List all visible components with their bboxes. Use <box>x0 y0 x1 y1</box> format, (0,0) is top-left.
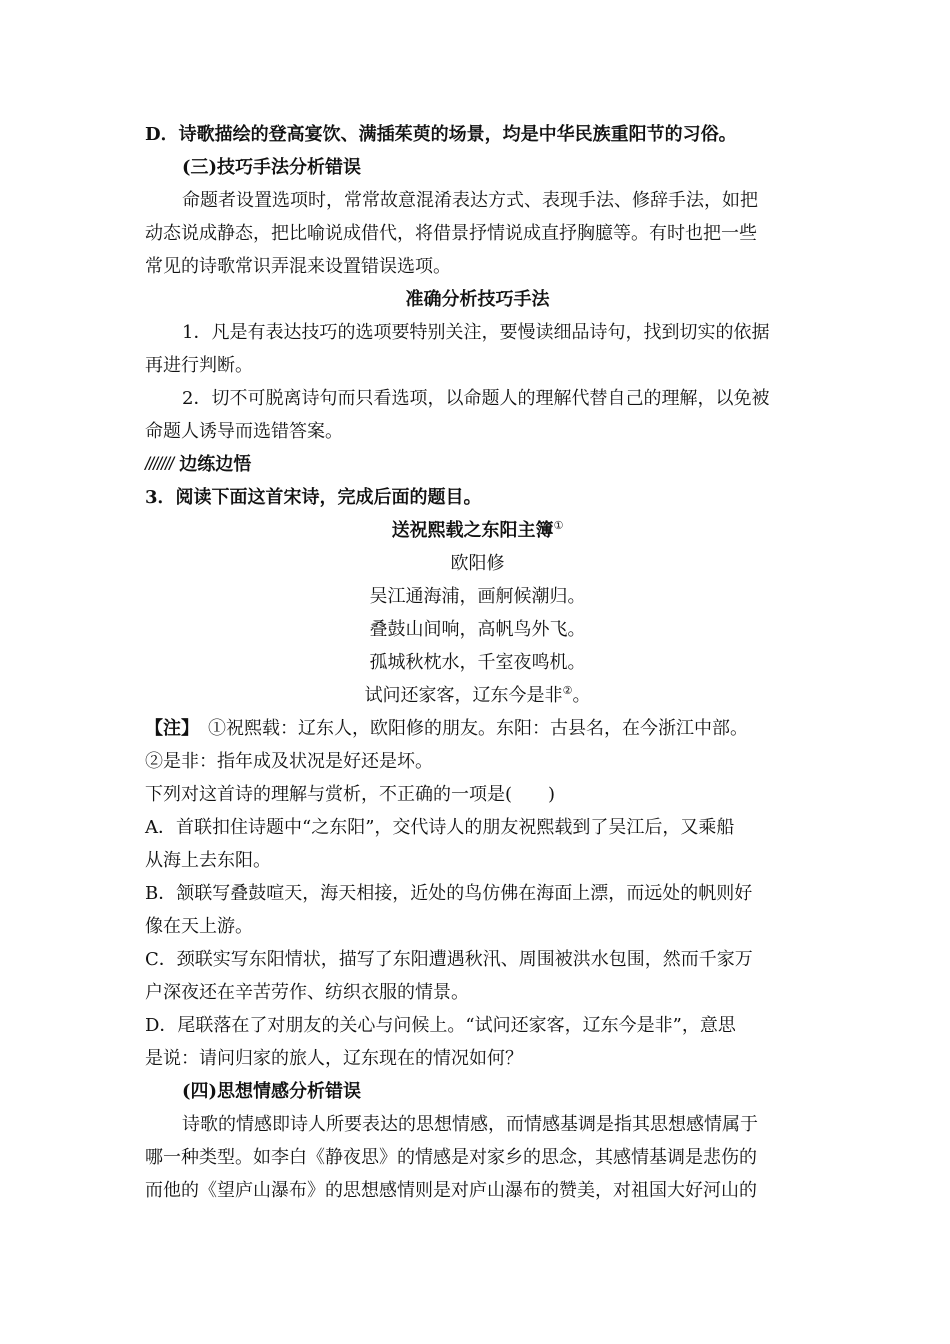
question-3-intro: 3．阅读下面这首宋诗，完成后面的题目。 <box>145 487 482 508</box>
tip-2-cont: 命题人诱导而选错答案。 <box>145 421 343 442</box>
poem-line-1: 吴江通海浦，画舸候潮归。 <box>369 586 586 607</box>
tip-2: 2．切不可脱离诗句而只看选项，以命题人的理解代替自己的理解，以免被 <box>182 388 770 409</box>
poem-line-4-text: 试问还家客，辽东今是非 <box>364 685 563 706</box>
note-1 <box>145 712 810 745</box>
paragraph-line: 动态说成静态，把比喻说成借代，将借景抒情说成直抒胸臆等。有时也把一些 <box>145 223 757 244</box>
option-d-previous <box>145 118 810 151</box>
text-line: D．诗歌描绘的登高宴饮、满插茱萸的场景，均是中华民族重阳节的习俗。 <box>145 124 737 145</box>
option-a: A．首联扣住诗题中“之东阳”，交代诗人的朋友祝熙载到了吴江后，又乘船 <box>145 817 735 838</box>
slash-marks: /////// <box>145 454 174 474</box>
poem-line-2: 叠鼓山间响，高帆鸟外飞。 <box>369 619 586 640</box>
section-heading-4: (四)思想情感分析错误 <box>182 1081 362 1102</box>
tip-1-cont: 再进行判断。 <box>145 355 253 376</box>
tip-1: 1．凡是有表达技巧的选项要特别关注，要慢读细品诗句，找到切实的依据 <box>182 322 770 343</box>
poem-author: 欧阳修 <box>450 553 505 574</box>
option-c: C．颈联实写东阳情状，描写了东阳遭遇秋汛、周围被洪水包围，然而千家万 <box>145 949 753 970</box>
paragraph-line: 常见的诗歌常识弄混来设置错误选项。 <box>145 256 451 277</box>
option-b: B．颔联写叠鼓喧天，海天相接，近处的鸟仿佛在海面上漂，而远处的帆则好 <box>145 883 753 904</box>
paragraph-line: 而他的《望庐山瀑布》的思想感情则是对庐山瀑布的赞美，对祖国大好河山的 <box>145 1180 757 1201</box>
poem-title-text: 送祝熙载之东阳主簿 <box>391 520 554 541</box>
subheading-techniques: 准确分析技巧手法 <box>405 289 550 310</box>
option-b-cont: 像在天上游。 <box>145 916 253 937</box>
poem-title <box>145 514 810 547</box>
option-d-cont: 是说：请问归家的旅人，辽东现在的情况如何？ <box>145 1048 523 1069</box>
note-label: 【注】 <box>145 718 190 739</box>
practice-heading <box>145 448 810 481</box>
note-2: ②是非：指年成及状况是好还是坏。 <box>145 751 433 772</box>
poem-line-4-end: 。 <box>572 685 591 706</box>
footnote-marker: ② <box>562 684 573 697</box>
paragraph-line: 诗歌的情感即诗人所要表达的思想情感，而情感基调是指其思想感情属于 <box>182 1114 758 1135</box>
option-c-cont: 户深夜还在辛苦劳作、纺织衣服的情景。 <box>145 982 469 1003</box>
poem-line-4 <box>145 679 810 712</box>
footnote-marker: ① <box>553 519 564 532</box>
paragraph-line: 命题者设置选项时，常常故意混淆表达方式、表现手法、修辞手法，如把 <box>182 190 758 211</box>
question-stem: 下列对这首诗的理解与赏析，不正确的一项是( ) <box>145 784 556 805</box>
section-heading-3: (三)技巧手法分析错误 <box>182 157 362 178</box>
practice-label: 边练边悟 <box>173 454 252 475</box>
poem-line-3: 孤城秋枕水，千室夜鸣机。 <box>369 652 586 673</box>
option-a-cont: 从海上去东阳。 <box>145 850 271 871</box>
option-d: D．尾联落在了对朋友的关心与问候上。“试问还家客，辽东今是非”，意思 <box>145 1015 736 1036</box>
note-1-text: ①祝熙载：辽东人，欧阳修的朋友。东阳：古县名，在今浙江中部。 <box>190 718 748 739</box>
paragraph-line: 哪一种类型。如李白《静夜思》的情感是对家乡的思念，其感情基调是悲伤的 <box>145 1147 757 1168</box>
